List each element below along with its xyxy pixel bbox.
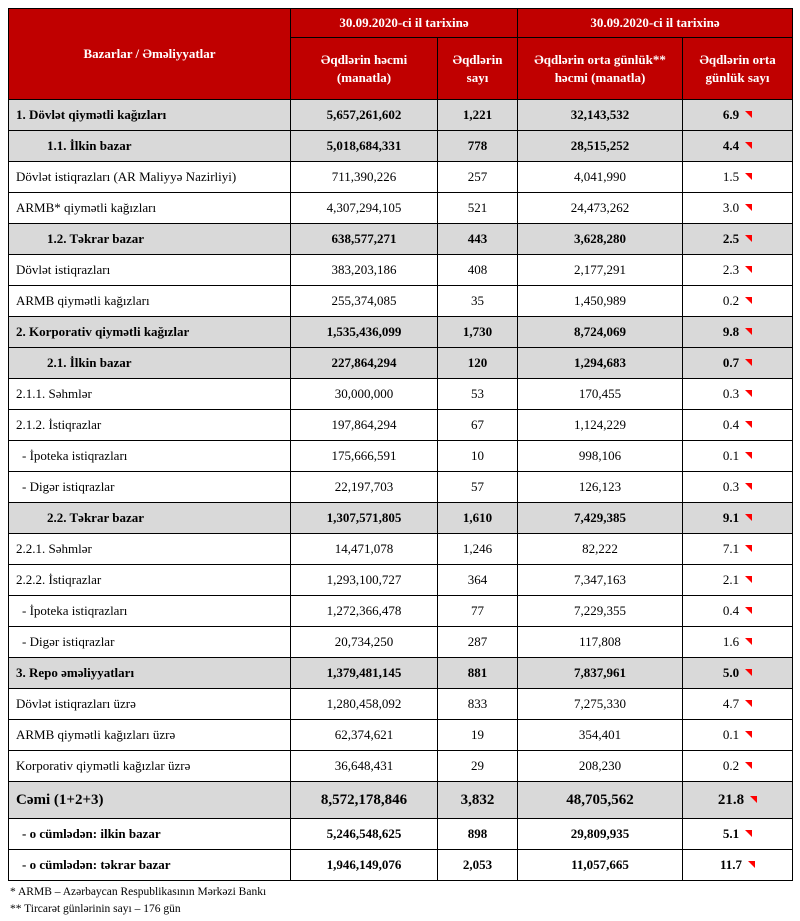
- cell-value: 126,123: [578, 479, 622, 494]
- avg-daily-volume-cell: [518, 819, 683, 850]
- avg-daily-volume-cell: [518, 410, 683, 441]
- avg-daily-count-cell: [683, 627, 793, 658]
- deal-volume-cell: [291, 720, 438, 751]
- row-label: 1.1. İlkin bazar: [9, 131, 291, 162]
- table-row: [9, 850, 793, 881]
- cell-value: 1,379,481,145: [326, 665, 402, 680]
- cell-value: 6.9: [722, 107, 740, 122]
- red-triangle-icon: [745, 328, 752, 335]
- red-triangle-icon: [745, 359, 752, 366]
- deal-count-cell: [438, 472, 518, 503]
- row-label: - o cümlədən: təkrar bazar: [9, 850, 291, 881]
- cell-value: 4,041,990: [574, 169, 627, 184]
- deal-count-cell: [438, 565, 518, 596]
- cell-value: 1,272,366,478: [326, 603, 402, 618]
- avg-daily-count-cell: [683, 255, 793, 286]
- deal-volume-cell: [291, 819, 438, 850]
- table-row: [9, 224, 793, 255]
- deal-volume-cell: [291, 317, 438, 348]
- cell-value: 8,724,069: [574, 324, 627, 339]
- cell-value: 67: [471, 417, 484, 432]
- avg-daily-count-cell: [683, 565, 793, 596]
- header-avg-daily-count: Əqdlərin orta günlük sayı: [683, 38, 793, 100]
- deal-count-cell: [438, 503, 518, 534]
- deal-volume-cell: [291, 627, 438, 658]
- cell-value: 20,734,250: [334, 634, 394, 649]
- deal-count-cell: [438, 782, 518, 819]
- row-label: - İpoteka istiqrazları: [9, 441, 291, 472]
- deal-volume-cell: [291, 410, 438, 441]
- cell-value: 197,864,294: [331, 417, 397, 432]
- cell-value: 9.8: [722, 324, 740, 339]
- cell-value: 1,124,229: [574, 417, 627, 432]
- table-row: [9, 503, 793, 534]
- red-triangle-icon: [745, 700, 752, 707]
- cell-value: 5,246,548,625: [326, 826, 402, 841]
- cell-value: 35: [471, 293, 484, 308]
- row-label: 2.2. Təkrar bazar: [9, 503, 291, 534]
- table-row: [9, 131, 793, 162]
- avg-daily-count-cell: [683, 503, 793, 534]
- deal-volume-cell: [291, 850, 438, 881]
- avg-daily-volume-cell: [518, 689, 683, 720]
- cell-value: 0.2: [722, 293, 740, 308]
- cell-value: 11.7: [720, 857, 743, 872]
- red-triangle-icon: [745, 483, 752, 490]
- cell-value: 3,832: [460, 791, 495, 808]
- deal-count-cell: [438, 162, 518, 193]
- avg-daily-count-cell: [683, 317, 793, 348]
- cell-value: 1,294,683: [574, 355, 627, 370]
- cell-value: 2,053: [462, 857, 493, 872]
- market-operations-table: [8, 8, 793, 881]
- cell-value: 22,197,703: [334, 479, 394, 494]
- footnote-trading-days: ** Tircarət günlərinin sayı – 176 gün: [10, 902, 181, 915]
- red-triangle-icon: [745, 731, 752, 738]
- deal-volume-cell: [291, 441, 438, 472]
- avg-daily-count-cell: [683, 286, 793, 317]
- cell-value: 0.3: [722, 386, 740, 401]
- cell-value: 257: [467, 169, 488, 184]
- table-row: [9, 689, 793, 720]
- cell-value: 2,177,291: [574, 262, 627, 277]
- deal-volume-cell: [291, 658, 438, 689]
- row-label: - Digər istiqrazlar: [9, 627, 291, 658]
- cell-value: 29,809,935: [570, 826, 630, 841]
- cell-value: 21.8: [717, 791, 745, 808]
- cell-value: 7,347,163: [574, 572, 627, 587]
- cell-value: 7,275,330: [574, 696, 627, 711]
- avg-daily-volume-cell: [518, 596, 683, 627]
- cell-value: 1,535,436,099: [326, 324, 402, 339]
- cell-value: 881: [467, 665, 488, 680]
- avg-daily-count-cell: [683, 819, 793, 850]
- cell-value: 255,374,085: [331, 293, 397, 308]
- avg-daily-volume-cell: [518, 503, 683, 534]
- avg-daily-count-cell: [683, 193, 793, 224]
- deal-count-cell: [438, 255, 518, 286]
- cell-value: 3.0: [722, 200, 740, 215]
- cell-value: 364: [467, 572, 488, 587]
- deal-count-cell: [438, 720, 518, 751]
- red-triangle-icon: [745, 545, 752, 552]
- cell-value: 998,106: [578, 448, 622, 463]
- red-triangle-icon: [745, 111, 752, 118]
- deal-volume-cell: [291, 100, 438, 131]
- cell-value: 4.4: [722, 138, 740, 153]
- deal-count-cell: [438, 379, 518, 410]
- cell-value: 0.3: [722, 479, 740, 494]
- table-row: [9, 100, 793, 131]
- cell-value: 227,864,294: [331, 355, 397, 370]
- red-triangle-icon: [745, 762, 752, 769]
- cell-value: 32,143,532: [570, 107, 630, 122]
- cell-value: 175,666,591: [331, 448, 397, 463]
- table-row: [9, 720, 793, 751]
- red-triangle-icon: [745, 142, 752, 149]
- row-label: Korporativ qiymətli kağızlar üzrə: [9, 751, 291, 782]
- deal-count-cell: [438, 819, 518, 850]
- deal-count-cell: [438, 658, 518, 689]
- cell-value: 2.5: [722, 231, 740, 246]
- cell-value: 7.1: [722, 541, 740, 556]
- deal-volume-cell: [291, 224, 438, 255]
- cell-value: 0.1: [722, 727, 740, 742]
- cell-value: 5,657,261,602: [326, 107, 402, 122]
- header-markets-operations: Bazarlar / Əməliyyatlar: [9, 9, 291, 100]
- row-label: 2. Korporativ qiymətli kağızlar: [9, 317, 291, 348]
- cell-value: 1.6: [722, 634, 740, 649]
- deal-count-cell: [438, 348, 518, 379]
- table-row: [9, 596, 793, 627]
- deal-volume-cell: [291, 596, 438, 627]
- red-triangle-icon: [745, 204, 752, 211]
- row-label: 3. Repo əməliyyatları: [9, 658, 291, 689]
- deal-count-cell: [438, 317, 518, 348]
- header-deal-volume: Əqdlərin həcmi (manatla): [291, 38, 438, 100]
- avg-daily-count-cell: [683, 534, 793, 565]
- row-label: 2.1.2. İstiqrazlar: [9, 410, 291, 441]
- row-label: - İpoteka istiqrazları: [9, 596, 291, 627]
- deal-volume-cell: [291, 472, 438, 503]
- cell-value: 1.5: [722, 169, 740, 184]
- cell-value: 19: [471, 727, 484, 742]
- deal-volume-cell: [291, 751, 438, 782]
- cell-value: 0.7: [722, 355, 740, 370]
- deal-volume-cell: [291, 503, 438, 534]
- cell-value: 7,429,385: [574, 510, 627, 525]
- avg-daily-count-cell: [683, 224, 793, 255]
- avg-daily-volume-cell: [518, 720, 683, 751]
- table-row: [9, 819, 793, 850]
- red-triangle-icon: [745, 390, 752, 397]
- cell-value: 7,837,961: [574, 665, 627, 680]
- avg-daily-volume-cell: [518, 286, 683, 317]
- table-header: [9, 9, 793, 100]
- avg-daily-count-cell: [683, 100, 793, 131]
- row-label: Dövlət istiqrazları: [9, 255, 291, 286]
- avg-daily-volume-cell: [518, 379, 683, 410]
- cell-value: 9.1: [722, 510, 740, 525]
- deal-volume-cell: [291, 782, 438, 819]
- table-row: [9, 286, 793, 317]
- header-date-group-1: 30.09.2020-ci il tarixinə: [291, 9, 518, 38]
- table-row: [9, 565, 793, 596]
- cell-value: 354,401: [578, 727, 622, 742]
- cell-value: 57: [471, 479, 484, 494]
- cell-value: 5.1: [722, 826, 740, 841]
- cell-value: 1,307,571,805: [326, 510, 402, 525]
- table-row: [9, 162, 793, 193]
- table-row: [9, 534, 793, 565]
- table-row: [9, 658, 793, 689]
- cell-value: 5,018,684,331: [326, 138, 402, 153]
- red-triangle-icon: [745, 576, 752, 583]
- row-label: Cəmi (1+2+3): [9, 782, 291, 819]
- avg-daily-volume-cell: [518, 782, 683, 819]
- cell-value: 1,293,100,727: [326, 572, 402, 587]
- cell-value: 120: [467, 355, 488, 370]
- cell-value: 48,705,562: [566, 791, 634, 808]
- row-label: 1. Dövlət qiymətli kağızları: [9, 100, 291, 131]
- avg-daily-volume-cell: [518, 534, 683, 565]
- cell-value: 711,390,226: [331, 169, 397, 184]
- cell-value: 4,307,294,105: [326, 200, 402, 215]
- cell-value: 1,280,458,092: [326, 696, 402, 711]
- cell-value: 30,000,000: [334, 386, 394, 401]
- row-label: 2.2.1. Səhmlər: [9, 534, 291, 565]
- cell-value: 11,057,665: [571, 857, 629, 872]
- row-label: ARMB qiymətli kağızları: [9, 286, 291, 317]
- table-row: [9, 348, 793, 379]
- deal-volume-cell: [291, 379, 438, 410]
- row-label: - Digər istiqrazlar: [9, 472, 291, 503]
- row-label: Dövlət istiqrazları (AR Maliyyə Nazirliyi): [9, 162, 291, 193]
- cell-value: 408: [467, 262, 488, 277]
- row-label: 2.2.2. İstiqrazlar: [9, 565, 291, 596]
- row-label: ARMB* qiymətli kağızları: [9, 193, 291, 224]
- cell-value: 14,471,078: [334, 541, 394, 556]
- table-row: [9, 193, 793, 224]
- avg-daily-count-cell: [683, 348, 793, 379]
- deal-count-cell: [438, 689, 518, 720]
- deal-volume-cell: [291, 162, 438, 193]
- avg-daily-volume-cell: [518, 193, 683, 224]
- table-body: [9, 100, 793, 881]
- cell-value: 36,648,431: [334, 758, 394, 773]
- deal-count-cell: [438, 100, 518, 131]
- deal-volume-cell: [291, 348, 438, 379]
- avg-daily-count-cell: [683, 720, 793, 751]
- cell-value: 2.3: [722, 262, 740, 277]
- avg-daily-count-cell: [683, 689, 793, 720]
- row-label: Dövlət istiqrazları üzrə: [9, 689, 291, 720]
- cell-value: 1,610: [462, 510, 493, 525]
- red-triangle-icon: [745, 235, 752, 242]
- avg-daily-volume-cell: [518, 348, 683, 379]
- avg-daily-volume-cell: [518, 472, 683, 503]
- cell-value: 8,572,178,846: [320, 791, 408, 808]
- table-row: [9, 317, 793, 348]
- avg-daily-count-cell: [683, 162, 793, 193]
- cell-value: 443: [467, 231, 488, 246]
- cell-value: 7,229,355: [574, 603, 627, 618]
- avg-daily-volume-cell: [518, 224, 683, 255]
- row-label: 2.1. İlkin bazar: [9, 348, 291, 379]
- deal-volume-cell: [291, 255, 438, 286]
- table-row: [9, 379, 793, 410]
- cell-value: 5.0: [722, 665, 740, 680]
- avg-daily-count-cell: [683, 782, 793, 819]
- cell-value: 62,374,621: [334, 727, 394, 742]
- avg-daily-volume-cell: [518, 658, 683, 689]
- avg-daily-volume-cell: [518, 441, 683, 472]
- cell-value: 3,628,280: [574, 231, 627, 246]
- red-triangle-icon: [745, 266, 752, 273]
- deal-count-cell: [438, 131, 518, 162]
- red-triangle-icon: [745, 452, 752, 459]
- table-row: [9, 441, 793, 472]
- table-row: [9, 255, 793, 286]
- cell-value: 117,808: [579, 634, 621, 649]
- avg-daily-volume-cell: [518, 162, 683, 193]
- red-triangle-icon: [750, 796, 757, 803]
- cell-value: 1,221: [462, 107, 493, 122]
- red-triangle-icon: [745, 638, 752, 645]
- cell-value: 10: [471, 448, 484, 463]
- table-row: [9, 782, 793, 819]
- avg-daily-count-cell: [683, 472, 793, 503]
- cell-value: 1,246: [462, 541, 493, 556]
- deal-volume-cell: [291, 534, 438, 565]
- cell-value: 208,230: [578, 758, 622, 773]
- header-avg-daily-volume: Əqdlərin orta günlük** həcmi (manatla): [518, 38, 683, 100]
- avg-daily-volume-cell: [518, 751, 683, 782]
- cell-value: 24,473,262: [570, 200, 630, 215]
- avg-daily-volume-cell: [518, 317, 683, 348]
- deal-count-cell: [438, 286, 518, 317]
- cell-value: 0.2: [722, 758, 740, 773]
- footnotes: [8, 881, 792, 917]
- deal-volume-cell: [291, 286, 438, 317]
- avg-daily-volume-cell: [518, 627, 683, 658]
- avg-daily-count-cell: [683, 410, 793, 441]
- red-triangle-icon: [745, 514, 752, 521]
- row-label: - o cümlədən: ilkin bazar: [9, 819, 291, 850]
- avg-daily-count-cell: [683, 596, 793, 627]
- row-label: 1.2. Təkrar bazar: [9, 224, 291, 255]
- red-triangle-icon: [745, 669, 752, 676]
- deal-count-cell: [438, 193, 518, 224]
- cell-value: 287: [467, 634, 488, 649]
- cell-value: 898: [467, 826, 488, 841]
- table-row: [9, 627, 793, 658]
- red-triangle-icon: [745, 607, 752, 614]
- cell-value: 1,730: [462, 324, 493, 339]
- red-triangle-icon: [745, 830, 752, 837]
- deal-count-cell: [438, 224, 518, 255]
- red-triangle-icon: [745, 173, 752, 180]
- avg-daily-count-cell: [683, 751, 793, 782]
- cell-value: 77: [471, 603, 484, 618]
- table-row: [9, 472, 793, 503]
- footnote-armb: * ARMB – Azərbaycan Respublikasının Mərkəzi Bankı: [10, 886, 267, 898]
- deal-count-cell: [438, 751, 518, 782]
- table-row: [9, 751, 793, 782]
- avg-daily-volume-cell: [518, 100, 683, 131]
- table-row: [9, 410, 793, 441]
- cell-value: 28,515,252: [570, 138, 630, 153]
- avg-daily-volume-cell: [518, 131, 683, 162]
- avg-daily-count-cell: [683, 850, 793, 881]
- deal-volume-cell: [291, 131, 438, 162]
- header-deal-count: Əqdlərin sayı: [438, 38, 518, 100]
- avg-daily-count-cell: [683, 658, 793, 689]
- avg-daily-volume-cell: [518, 255, 683, 286]
- deal-count-cell: [438, 850, 518, 881]
- cell-value: 833: [467, 696, 488, 711]
- avg-daily-count-cell: [683, 379, 793, 410]
- row-label: ARMB qiymətli kağızları üzrə: [9, 720, 291, 751]
- deal-count-cell: [438, 534, 518, 565]
- cell-value: 29: [471, 758, 484, 773]
- avg-daily-volume-cell: [518, 850, 683, 881]
- cell-value: 1,450,989: [574, 293, 627, 308]
- cell-value: 53: [471, 386, 484, 401]
- cell-value: 778: [467, 138, 488, 153]
- deal-volume-cell: [291, 193, 438, 224]
- red-triangle-icon: [745, 297, 752, 304]
- avg-daily-count-cell: [683, 131, 793, 162]
- deal-count-cell: [438, 441, 518, 472]
- cell-value: 0.4: [722, 603, 740, 618]
- deal-count-cell: [438, 596, 518, 627]
- cell-value: 638,577,271: [331, 231, 397, 246]
- deal-volume-cell: [291, 689, 438, 720]
- avg-daily-count-cell: [683, 441, 793, 472]
- cell-value: 4.7: [722, 696, 740, 711]
- avg-daily-volume-cell: [518, 565, 683, 596]
- cell-value: 383,203,186: [331, 262, 397, 277]
- deal-count-cell: [438, 410, 518, 441]
- cell-value: 0.4: [722, 417, 740, 432]
- cell-value: 0.1: [722, 448, 740, 463]
- row-label: 2.1.1. Səhmlər: [9, 379, 291, 410]
- deal-count-cell: [438, 627, 518, 658]
- red-triangle-icon: [748, 861, 755, 868]
- cell-value: 1,946,149,076: [326, 857, 402, 872]
- cell-value: 2.1: [722, 572, 740, 587]
- header-date-group-2: 30.09.2020-ci il tarixinə: [518, 9, 793, 38]
- cell-value: 170,455: [578, 386, 622, 401]
- cell-value: 82,222: [582, 541, 618, 556]
- red-triangle-icon: [745, 421, 752, 428]
- cell-value: 521: [467, 200, 488, 215]
- deal-volume-cell: [291, 565, 438, 596]
